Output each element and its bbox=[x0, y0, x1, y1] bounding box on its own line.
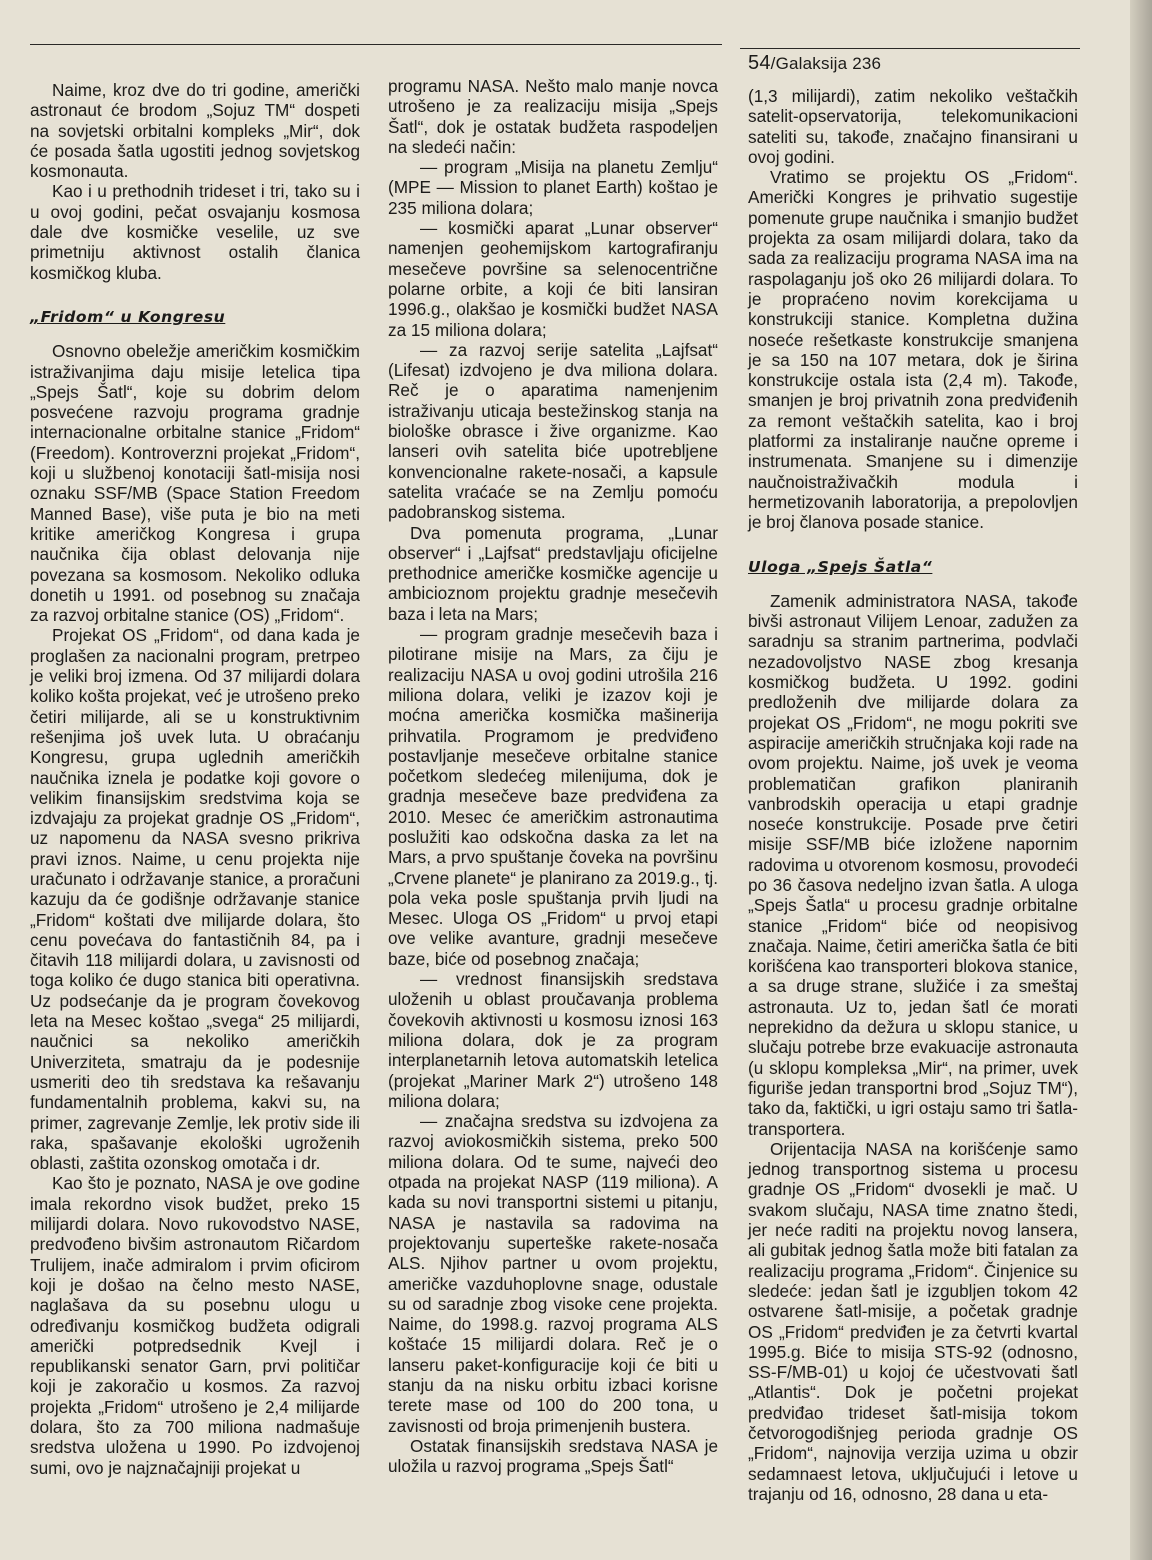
paragraph: Kao i u prethodnih trideset i tri, tako su i u ovoj godini, pečat osvajanju kosmosa dale dve kosmičke veselile, uz sve primetniju aktivnost ostalih članica kosmičkog kluba. bbox=[30, 181, 360, 283]
paragraph: Ostatak finansijskih sredstava NASA je uložila u razvoj programa „Spejs Šatl“ bbox=[388, 1435, 718, 1477]
section-heading-uloga-spejs-satla: Uloga „Spejs Šatla“ bbox=[748, 557, 933, 576]
page-header: 54/Galaksija 236 bbox=[748, 52, 882, 74]
paragraph: programu NASA. Nešto malo manje novca utrošeno je za realizaciju misija „Spejs Šatl“, dok je ostatak budžeta raspodeljen na sledeći način: bbox=[388, 76, 718, 157]
top-rule-right bbox=[740, 48, 1080, 49]
paragraph: Kao što je poznato, NASA je ove godine imala rekordno visok budžet, preko 15 milijardi dolara. Novo rukovodstvo NASE, predvođeno bivšim astronautom Ričardom Trulijem, inače admiralom i prvim oficirom koji je došao na čelno mesto NASE, naglašava da su posebnu ulogu u određivanju kosmičkog budžeta odigrali američki potpredsednik Kvejl i republikanski senator Garn, prvi političar koji je zakoračio u kosmos. Za razvoj projekta „Fridom“ utrošeno je 2,4 milijarde dolara, što za 700 miliona nadmašuje sredstva uložena u 1990. Po izdvojenoj sumi, ovo je najznačajniji projekat u bbox=[30, 1173, 360, 1478]
section-heading-fridom-u-kongresu: „Fridom“ u Kongresu bbox=[30, 307, 226, 326]
magazine-name: Galaksija 236 bbox=[775, 54, 882, 73]
paragraph: Naime, kroz dve do tri godine, američki astronaut će brodom „Sojuz TM“ dospeti na sovjetski orbitalni kompleks „Mir“, dok će posada šatla ugostiti jednog sovjetskog kosmonauta. bbox=[30, 80, 360, 182]
list-item: — za razvoj serije satelita „Lajfsat“ (Lifesat) izdvojeno je dva miliona dolara. Reč je o aparatima namenjenim istraživanju uticaja bestežinskog stanja na biološke obrasce i žive organizme. Kao lanseri ovih satelita biće upotrebljene konvencionalne rakete-nosači, a kapsule satelita vraćaće se na Zemlju pomoću padobranskog sistema. bbox=[388, 339, 718, 523]
list-item: — program „Misija na planetu Zemlju“ (MPE — Mission to planet Earth) koštao je 235 miliona dolara; bbox=[388, 157, 718, 218]
list-item: — vrednost finansijskih sredstava uloženih u oblast proučavanja problema čovekovih aktivnosti u kosmosu iznosi 163 miliona dolara, dok je za program interplanetarnih letova automatskih letelica (projekat „Mariner Mark 2“) utrošeno 148 miliona dolara; bbox=[388, 969, 718, 1111]
top-rule-left bbox=[30, 44, 722, 45]
paragraph: Osnovno obeležje američkim kosmičkim istraživanjima daju misije letelica tipa „Spejs Šatl“, koje su dobrim delom posvećene razvoju programa gradnje internacionalne orbitalne stanice „Fridom“ (Freedom). Kontroverzni projekat „Fridom“, koji u službenoj konotaciji šatl-misija nosi oznaku SSF/MB (Space Station Freedom Manned Base), više puta je bio na meti kritike američkog Kongresa i grupa naučnika čija oblast delovanja nije povezana sa kosmosom. Nekoliko odluka donetih u 1991. od posebnog su značaja za razvoj orbitalne stanice (OS) „Fridom“. bbox=[30, 341, 360, 626]
paragraph: (1,3 milijardi), zatim nekoliko veštačkih satelit-opservatorija, telekomunikacioni sateliti su, takođe, značajno finansirani u ovoj godini. bbox=[748, 86, 1078, 167]
paragraph: Vratimo se projektu OS „Fridom“. Američki Kongres je prihvatio sugestije pomenute grupe naučnika i smanjio budžet projekta za osam milijardi dolara, tako da sada za realizaciju programa NASA ima na raspolaganju još oko 26 milijardi dolara. To je propraćeno novim korekcijama u konstrukciji stanice. Kompletna dužina noseće rešetkaste konstrukcije smanjena je sa 150 na 107 metara, dok je širina konstrukcije ostala ista (2,4 m). Takođe, smanjen je broj privatnih zona predviđenih za remont veštačkih satelita, kao i broj platformi za instaliranje naučne opreme i instrumenata. Smanjene su i dimenzije naučnoistraživačkih modula i hermetizovanih laboratorija, a prepolovljen je broj članova posade stanice. bbox=[748, 167, 1078, 533]
list-item: — kosmički aparat „Lunar observer“ namenjen geohemijskom kartografiranju mesečeve površine sa selenocentrične polarne orbite, a koji će biti lansiran 1996.g., olakšao je kosmički budžet NASA za 15 miliona dolara; bbox=[388, 218, 718, 340]
article-column-1 bbox=[30, 80, 360, 1478]
paragraph: Projekat OS „Fridom“, od dana kada je proglašen za nacionalni program, pretrpeo je veliki broj izmena. Od 37 milijardi dolara koliko košta projekat, već je utrošeno preko četiri milijarde, ali se u konstruktivnim rešenjima još uvek luta. U obraćanju Kongresu, grupa uglednih američkih naučnika iznela je podatke koji govore o velikim finansijskim sredstvima koja se izdvajaju za projekat gradnje OS „Fridom“, uz napomenu da NASA svesno prikriva pravi iznos. Naime, u cenu projekta nije uračunato i održavanje stanice, a proračuni kazuju da će godišnje održavanje stanice „Fridom“ koštati dve milijarde dolara, što cenu povećava do fantastičnih 84, pa i čitavih 118 milijardi dolara, u zavisnosti od toga koliko će dugo stanica biti operativna. Uz podsećanje da je program čovekovog leta na Mesec koštao „svega“ 25 milijardi, naučnici sa nekoliko američkih Univerziteta, smatraju da je podesnije usmeriti deo tih sredstava ka rešavanju fundamentalnih problema, kakvi su, na primer, zagrevanje Zemlje, lek protiv side ili raka, spašavanje ekološki ugroženih oblasti, zaštita ozonskog omotača i dr. bbox=[30, 625, 360, 1174]
article-column-3 bbox=[748, 86, 1078, 1504]
page-number: 54 bbox=[748, 52, 771, 74]
article-column-2 bbox=[388, 76, 718, 1476]
paragraph: Orijentacija NASA na korišćenje samo jednog transportnog sistema u procesu gradnje OS „Fridom“ dvosekli je mač. U svakom slučaju, NASA time znatno štedi, jer neće raditi na projektu novog lansera, ali gubitak jednog šatla može biti fatalan za realizaciju programa „Fridom“. Činjenice su sledeće: jedan šatl je izgubljen tokom 42 ostvarene šatl-misije, a početak gradnje OS „Fridom“ predviđen je za četvrti kvartal 1995.g. Biće to misija STS-92 (odnosno, SS-F/MB-01) u kojoj će učestvovati šatl „Atlantis“. Dok je početni projekat predviđao trideset šatl-misija tokom četvorogodišnjeg perioda gradnje OS „Fridom“, najnovija verzija uzima u obzir sedamnaest letova, uključujući i letove u trajanju od 16, odnosno, 28 dana u eta- bbox=[748, 1138, 1078, 1504]
paragraph: Dva pomenuta programa, „Lunar observer“ i „Lajfsat“ predstavljaju oficijelne prethodnice američke kosmičke agencije u ambicioznom projektu gradnje mesečevih baza i leta na Mars; bbox=[388, 522, 718, 624]
page-spine-shadow bbox=[1130, 0, 1152, 1560]
list-item: — program gradnje mesečevih baza i pilotirane misije na Mars, za čiju je realizaciju NASA u ovoj godini utrošila 216 miliona dolara, veliki je izazov koji je moćna američka kosmička mašinerija prihvatila. Programom je predviđeno postavljanje mesečeve orbitalne stanice početkom sledećeg milenijuma, dok je gradnja mesečeve baze predviđena za 2010. Mesec će američkim astronautima poslužiti kao odskočna daska za let na Mars, a prvo spuštanje čoveka na površinu „Crvene planete“ je planirano za 2019.g., tj. pola veka posle spuštanja prvih ljudi na Mesec. Uloga OS „Fridom“ u prvoj etapi ove velike avanture, gradnji mesečeve baze, biće od posebnog značaja; bbox=[388, 624, 718, 969]
list-item: — značajna sredstva su izdvojena za razvoj aviokosmičkih sistema, preko 500 miliona dolara. Od te sume, najveći deo otpada na projekat NASP (119 miliona). A kada su novi transportni sistemi u pitanju, NASA je nastavila sa radovima na projektovanju superteške rakete-nosača ALS. Njihov partner u ovom projektu, američke vazduhoplovne snage, odustale su od saradnje zbog visoke cene projekta. Naime, do 1998.g. razvoj programa ALS koštaće 15 milijardi dolara. Reč je o lanseru paket-konfiguracije koji će biti u stanju da na nisku orbitu izbaci korisne terete mase od 100 do 200 tona, u zavisnosti od broja primenjenih bustera. bbox=[388, 1111, 718, 1436]
paragraph: Zamenik administratora NASA, takođe bivši astronaut Vilijem Lenoar, zadužen za saradnju sa stranim partnerima, podvlači nezadovoljstvo NASE zbog kresanja kosmičkog budžeta. U 1992. godini predloženih dve milijarde dolara za projekat OS „Fridom“, ne mogu pokriti sve aspiracije američkih stručnjaka koji rade na ovom projektu. Naime, još uvek je veoma problematičan grafikon planiranih vanbrodskih operacija u etapi gradnje noseće konstrukcije. Posade prve četiri misije SSF/MB biće izložene napornim radovima u otvorenom kosmosu, provodeći po 36 časova nedeljno izvan šatla. A uloga „Spejs Šatla“ u procesu gradnje orbitalne stanice „Fridom“ biće od neopisivog značaja. Naime, četiri američka šatla će biti korišćena kao transporteri blokova stanice, a sa druge strane, služiće i za smeštaj astronauta. Uz to, jedan šatl će morati neprekidno da dežura u sklopu stanice, u slučaju potrebe brze evakuacije astronauta (u sklopu kompleksa „Mir“, na primer, uvek figuriše jedan transportni brod „Sojuz TM“), tako da, faktički, u igri ostaju samo tri šatla-transportera. bbox=[748, 590, 1078, 1139]
